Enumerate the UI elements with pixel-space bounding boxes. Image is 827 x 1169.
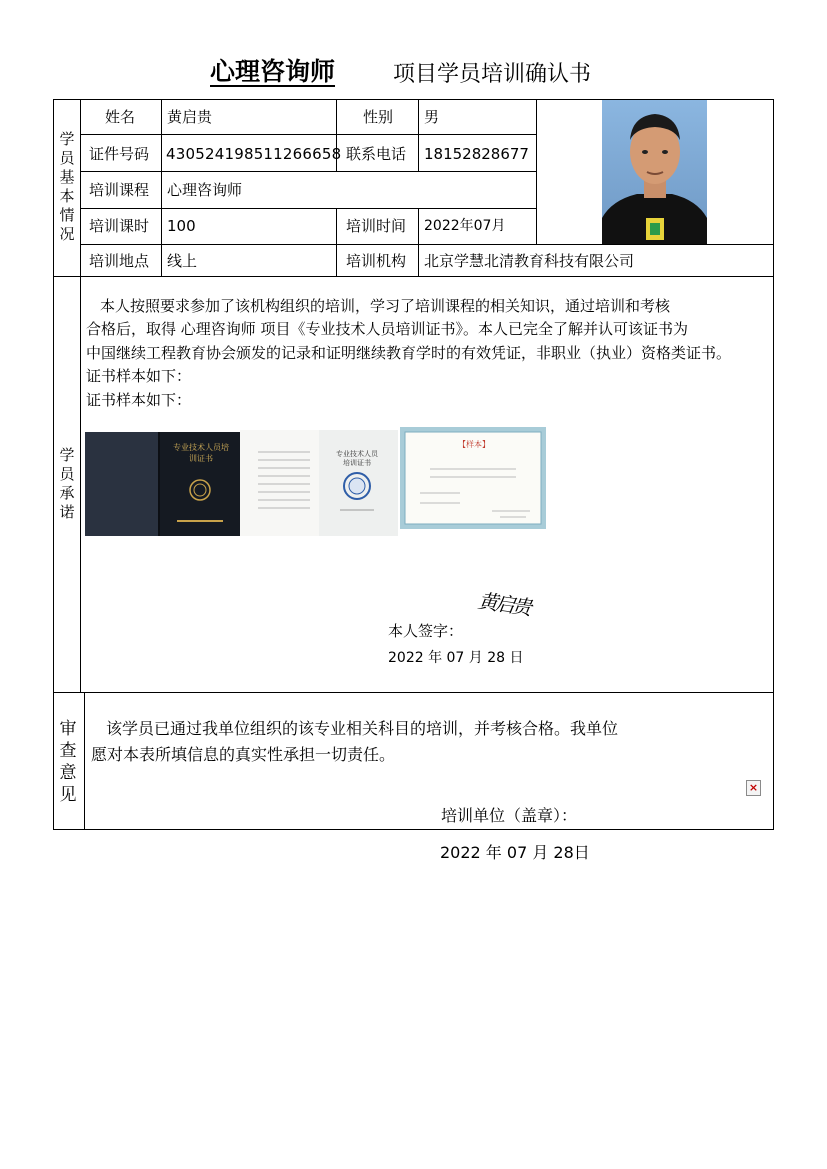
review-line-2: 愿对本表所填信息的真实性承担一切责任。 (91, 745, 396, 764)
col-line-2b (336, 208, 337, 277)
section-divider-2 (53, 692, 774, 693)
document-header (0, 52, 827, 92)
row-line-2 (80, 171, 536, 172)
table-border-bottom (53, 829, 774, 830)
phone-label: 联系电话 (346, 145, 407, 163)
title-course-name: 心理咨询师 (210, 57, 336, 86)
certificate-sample-cover (85, 432, 240, 536)
section-label-student-info: 学 员 基 本 情 况 (59, 130, 75, 243)
portrait-image (602, 100, 707, 244)
certificate-sample-record (400, 427, 546, 529)
label-column-divider (80, 99, 81, 693)
certificate-sample-inner (240, 430, 398, 536)
label-column-divider-review (84, 692, 85, 830)
row-line-3 (80, 208, 536, 209)
row-line-4 (80, 244, 774, 245)
time-value: 2022年07月 (424, 218, 506, 234)
table-border-left (53, 99, 54, 830)
certificate-sample-stamp: 【样本】 (458, 440, 490, 449)
name-value: 黄启贵 (167, 108, 213, 126)
broken-image-icon: × (746, 780, 761, 796)
gender-label: 性别 (363, 108, 394, 126)
course-label: 培训课程 (89, 181, 150, 199)
review-date: 2022 年 07 月 28日 (440, 843, 590, 862)
col-line-3b (418, 208, 419, 277)
signature-label: 本人签字： (388, 622, 464, 640)
commitment-line-3: 中国继续工程教育协会颁发的记录和证明继续教育学时的有效凭证，非职业（执业）资格类证书。 (86, 344, 732, 362)
signature-date: 2022 年 07 月 28 日 (388, 650, 524, 666)
certificate-cover-title: 专业技术人员培训证书 (173, 443, 229, 463)
section-label-commitment: 学 员 承 诺 (59, 446, 75, 521)
col-line-4 (536, 99, 537, 245)
title-subtitle: 项目学员培训确认书 (393, 62, 592, 87)
id-value: 430524198511266658 (166, 145, 342, 163)
org-value: 北京学慧北清教育科技有限公司 (424, 252, 635, 270)
certificate-inner-title: 专业技术人员培训证书 (336, 450, 378, 467)
training-unit-stamp-label: 培训单位（盖章）： (441, 806, 578, 825)
section-label-review: 审 查 意 见 (59, 719, 77, 805)
hours-value: 100 (167, 217, 196, 235)
org-label: 培训机构 (346, 252, 407, 270)
gender-value: 男 (424, 108, 440, 126)
commitment-line-4: 证书样本如下： (86, 367, 192, 385)
review-line-1: 该学员已通过我单位组织的该专业相关科目的培训，并考核合格。我单位 (106, 719, 619, 738)
name-label: 姓名 (105, 108, 136, 126)
location-value: 线上 (167, 252, 198, 270)
commitment-line-1: 本人按照要求参加了该机构组织的培训，学习了培训课程的相关知识，通过培训和考核 (100, 297, 671, 315)
table-border-right (773, 99, 774, 830)
commitment-line-5: 证书样本如下： (86, 391, 192, 409)
location-label: 培训地点 (89, 252, 150, 270)
id-label: 证件号码 (89, 145, 150, 163)
course-value: 心理咨询师 (167, 181, 243, 199)
signature-handwriting: 黄启贵 (476, 588, 531, 620)
row-line-1 (80, 134, 536, 135)
hours-label: 培训课时 (89, 217, 150, 235)
commitment-line-2: 合格后，取得 心理咨询师 项目《专业技术人员培训证书》。本人已完全了解并认可该证书为 (86, 320, 689, 338)
col-line-1 (161, 99, 162, 277)
student-photo (602, 100, 707, 244)
phone-value: 18152828677 (424, 145, 529, 163)
col-line-3a (418, 99, 419, 172)
time-label: 培训时间 (346, 217, 407, 235)
